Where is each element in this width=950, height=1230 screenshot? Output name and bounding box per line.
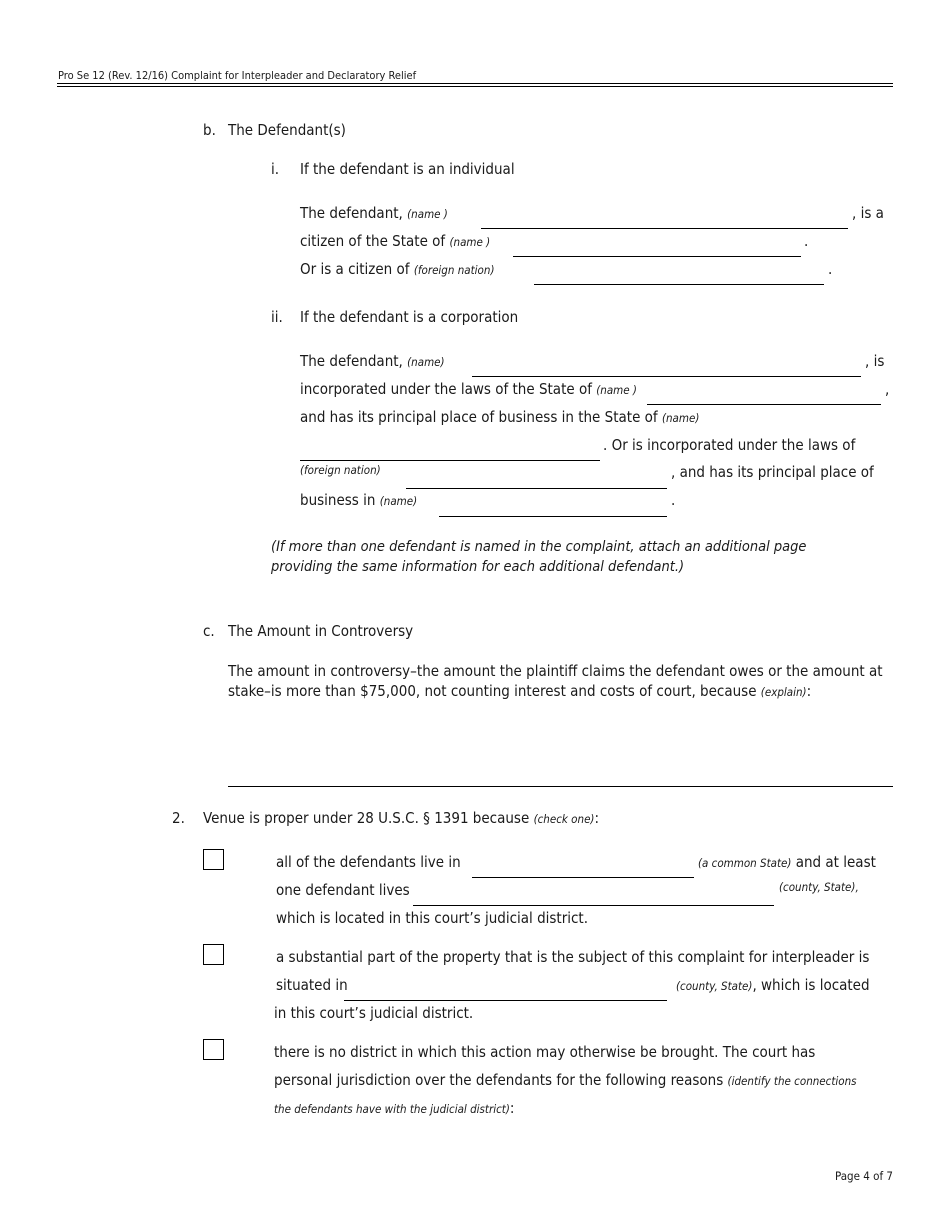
section-b-title: The Defendant(s) (228, 121, 346, 139)
form-title: Pro Se 12 (Rev. 12/16) Complaint for Interpleader and Declaratory Relief (58, 69, 417, 82)
individual-state-field[interactable] (513, 256, 801, 257)
multiple-defendants-note-1: (If more than one defendant is named in the complaint, attach an additional page (271, 539, 807, 555)
state-hint: (name) (661, 411, 700, 425)
individual-line1-end: , is a (852, 204, 884, 222)
option2-line2-tail: (county, State), which is located (676, 976, 870, 994)
option1-line3: which is located in this court’s judicial district. (276, 909, 588, 927)
corporation-title: If the defendant is a corporation (300, 308, 519, 326)
individual-line3-end: . (828, 260, 833, 278)
state-hint: (name ) (449, 235, 491, 249)
county-state-hint: (county, State), (779, 880, 859, 894)
venue-option-3-checkbox[interactable] (203, 1039, 224, 1060)
corporation-principal-label: , and has its principal place of (671, 463, 874, 481)
common-state-hint: (a common State) (698, 856, 792, 870)
nation-hint: (foreign nation) (413, 263, 495, 277)
option2-line1: a substantial part of the property that is the subject of this complaint for interpleader is (276, 948, 870, 966)
connections-hint-cont: the defendants have with the judicial district) (274, 1102, 510, 1116)
amount-body-line1: The amount in controversy–the amount the plaintiff claims the defendant owes or the amount at (228, 662, 883, 680)
individual-defendant-label: The defendant, (name ) (300, 204, 448, 222)
name-hint: (name) (407, 355, 445, 369)
individual-title: If the defendant is an individual (300, 160, 515, 178)
venue-option-1-checkbox[interactable] (203, 849, 224, 870)
amount-body-line2: stake–is more than $75,000, not counting interest and costs of court, because (explain): (228, 682, 812, 700)
option1-line2: one defendant lives (276, 881, 410, 899)
header-rule-top (57, 83, 893, 84)
venue-marker: 2. (172, 809, 185, 827)
venue-option-2-checkbox[interactable] (203, 944, 224, 965)
explain-hint: (explain) (760, 685, 807, 699)
section-c-title: The Amount in Controversy (228, 622, 414, 640)
check-one-hint: (check one) (533, 812, 595, 826)
individual-marker: i. (271, 160, 280, 178)
name-hint: (name) (379, 494, 418, 508)
option1-line1: all of the defendants live in (276, 853, 461, 871)
corporation-line6-end: . (671, 491, 676, 509)
amount-explanation-field[interactable] (228, 786, 893, 787)
corporation-marker: ii. (271, 308, 283, 326)
option3-line2: personal jurisdiction over the defendants for the following reasons (identify the connections (274, 1071, 857, 1089)
individual-nation-label: Or is a citizen of (foreign nation) (300, 260, 495, 278)
name-hint: (name ) (407, 207, 448, 221)
option1-county-field[interactable] (413, 905, 774, 906)
option3-line1: there is no district in which this action may otherwise be brought. The court has (274, 1043, 816, 1061)
corporation-business-place-field[interactable] (439, 516, 667, 517)
section-c-marker: c. (203, 622, 215, 640)
page-number: Page 4 of 7 (835, 1169, 893, 1183)
corporation-nation-field[interactable] (406, 488, 667, 489)
connections-hint: (identify the connections (727, 1074, 857, 1088)
option2-line3: in this court’s judicial district. (274, 1004, 474, 1022)
venue-statement: Venue is proper under 28 U.S.C. § 1391 because (check one): (203, 809, 600, 827)
corporation-business-label: and has its principal place of business in the State of (name) (300, 408, 700, 426)
foreign-nation-hint: (foreign nation) (300, 463, 381, 477)
option2-county-field[interactable] (344, 1000, 667, 1001)
option1-state-field[interactable] (472, 877, 694, 878)
corporation-business-state-field[interactable] (300, 460, 600, 461)
option2-line2: situated in (276, 976, 348, 994)
option3-line3: the defendants have with the judicial district): (274, 1099, 515, 1117)
corporation-line2-end: , (885, 380, 890, 398)
corporation-state-field[interactable] (647, 404, 881, 405)
individual-name-field[interactable] (481, 228, 848, 229)
corporation-business-in-label: business in (name) (300, 491, 418, 509)
individual-nation-field[interactable] (534, 284, 824, 285)
multiple-defendants-note-2: providing the same information for each additional defendant.) (271, 559, 685, 575)
county-state-hint: (county, State) (676, 979, 753, 993)
corporation-name-field[interactable] (472, 376, 861, 377)
section-b-marker: b. (203, 121, 216, 139)
individual-line2-end: . (804, 232, 809, 250)
option1-line1-tail: (a common State) and at least (698, 853, 876, 871)
corporation-state-label: incorporated under the laws of the State of (name ) (300, 380, 637, 398)
header-rule-bottom (57, 86, 893, 87)
corporation-line1-end: , is (865, 352, 885, 370)
individual-state-label: citizen of the State of (name ) (300, 232, 491, 250)
corporation-foreign-label: . Or is incorporated under the laws of (603, 436, 856, 454)
corporation-defendant-label: The defendant, (name) (300, 352, 445, 370)
state-hint: (name ) (596, 383, 637, 397)
